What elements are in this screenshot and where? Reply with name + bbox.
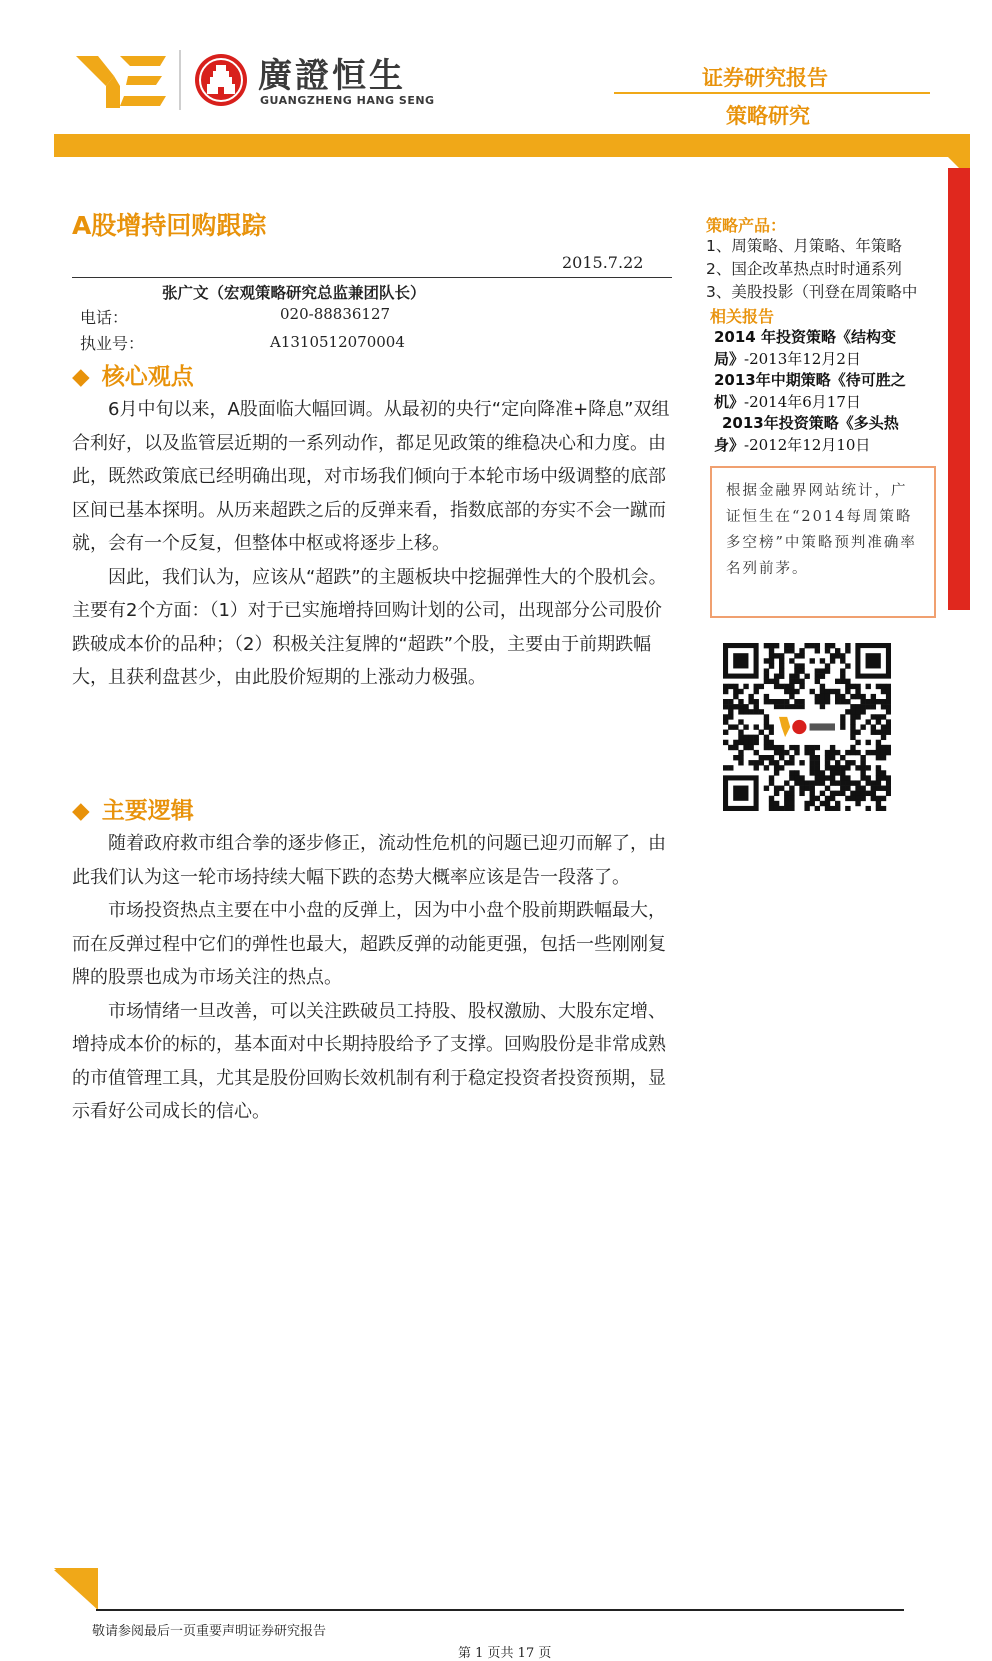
diamond-icon: ◆ [72,364,90,390]
diamond-icon: ◆ [72,798,90,824]
header-rule [614,92,930,94]
license-label: 执业号： [80,334,145,353]
related-report-date: 局》-2013年12月2日 [714,349,861,368]
right-side-bar [948,168,970,610]
list-item: 3、美股投影（刊登在周策略中 [706,283,918,301]
license-number: A1310512070004 [270,333,405,351]
paragraph: 因此，我们认为，应该从“超跌”的主题板块中挖掘弹性大的个股机会。主要有2个方面：（1）对于已实施增持回购计划的公司，出现部分公司股价跌破成本价的品种；（2）积极关注复牌的“超跌”个股，主要由于前期跌幅大，且获利盘甚少，由此股价短期的上涨动力极强。 [72,566,667,688]
corner-triangle-icon [54,1568,98,1610]
section-core-views [72,358,676,695]
related-report-title: 2013年投资策略《多头热 [722,414,899,432]
paragraph: 6月中旬以来，A股面临大幅回调。从最初的央行“定向降准+降息”双组合利好，以及监管层近期的一系列动作，都足见政策的维稳决心和力度。由此，既然政策底已经明确出现，对市场我们倾向于本轮市场中级调整的底部区间已基本探明。从历来超跌之后的反弹来看，指数底部的夯实不会一蹴而就，会有一个反复，但整体中枢或将逐步上移。 [72,399,670,554]
logo [76,48,436,113]
section-heading [72,792,676,825]
logo-tower-emblem-icon [194,53,248,107]
report-title: A股增持回购跟踪 [72,211,267,240]
phone-label: 电话： [80,308,129,327]
related-report-date: 身》-2012年12月10日 [714,435,871,454]
brand-name-cn: 廣證恒生 [258,56,406,96]
section-title-main-logic: 主要逻辑 [101,798,194,824]
sidebar-products-list [706,235,946,304]
ranking-note-text: 根据金融界网站统计，广证恒生在“2014每周策略多空榜”中策略预判准确率名列前茅。 [726,483,917,577]
logo-ye-mark-icon [76,52,168,110]
phone-number: 020-88836127 [280,305,391,323]
footer-rule [96,1609,904,1611]
related-report-2 [714,370,944,413]
list-item: 2、国企改革热点时时通系列 [706,260,902,278]
author-name: 张广文（宏观策略研究总监兼团队长） [162,284,426,302]
title-rule [72,277,672,278]
sidebar-products-title: 策略产品： [706,216,787,235]
section-title-core-views: 核心观点 [101,364,194,390]
report-category: 策略研究 [726,104,810,128]
related-report-date: 机》-2014年6月17日 [714,392,861,411]
report-date: 2015.7.22 [562,253,644,272]
footer-corner [54,1568,98,1610]
sidebar-related-title: 相关报告 [710,307,775,326]
paragraph: 市场投资热点主要在中小盘的反弹上，因为中小盘个股前期跌幅最大，而在反弹过程中它们的弹性也最大，超跌反弹的动能更强，包括一些刚刚复牌的股票也成为市场关注的热点。 [72,900,666,988]
list-item: 1、周策略、月策略、年策略 [706,237,902,255]
header-band [54,134,970,157]
ranking-note-box [710,466,936,618]
paragraph: 市场情绪一旦改善，可以关注跌破员工持股、股权激励、大股东定增、增持成本价的标的，基本面对中长期持股给予了支撑。回购股份是非常成熟的市值管理工具，尤其是股份回购长效机制有利于稳定投资者投资预期，显示看好公司成长的信心。 [72,1000,666,1122]
report-type: 证券研究报告 [702,66,828,90]
page-number: 第 1 页共 17 页 [458,1646,552,1661]
section-main-logic [72,792,676,1129]
related-report-1 [714,327,944,370]
brand-name-en: GUANGZHENG HANG SENG [260,94,435,107]
related-report-title: 2014 年投资策略《结构变 [714,328,896,346]
section-heading [72,358,676,391]
footer-disclaimer: 敬请参阅最后一页重要声明证券研究报告 [92,1624,327,1639]
related-report-3 [714,413,944,456]
paragraph: 随着政府救市组合拳的逐步修正，流动性危机的问题已迎刃而解了，由此我们认为这一轮市场持续大幅下跌的态势大概率应该是告一段落了。 [72,833,666,888]
logo-divider [179,50,181,110]
qr-code-icon [723,643,891,811]
related-report-title: 2013年中期策略《待可胜之 [714,371,906,389]
